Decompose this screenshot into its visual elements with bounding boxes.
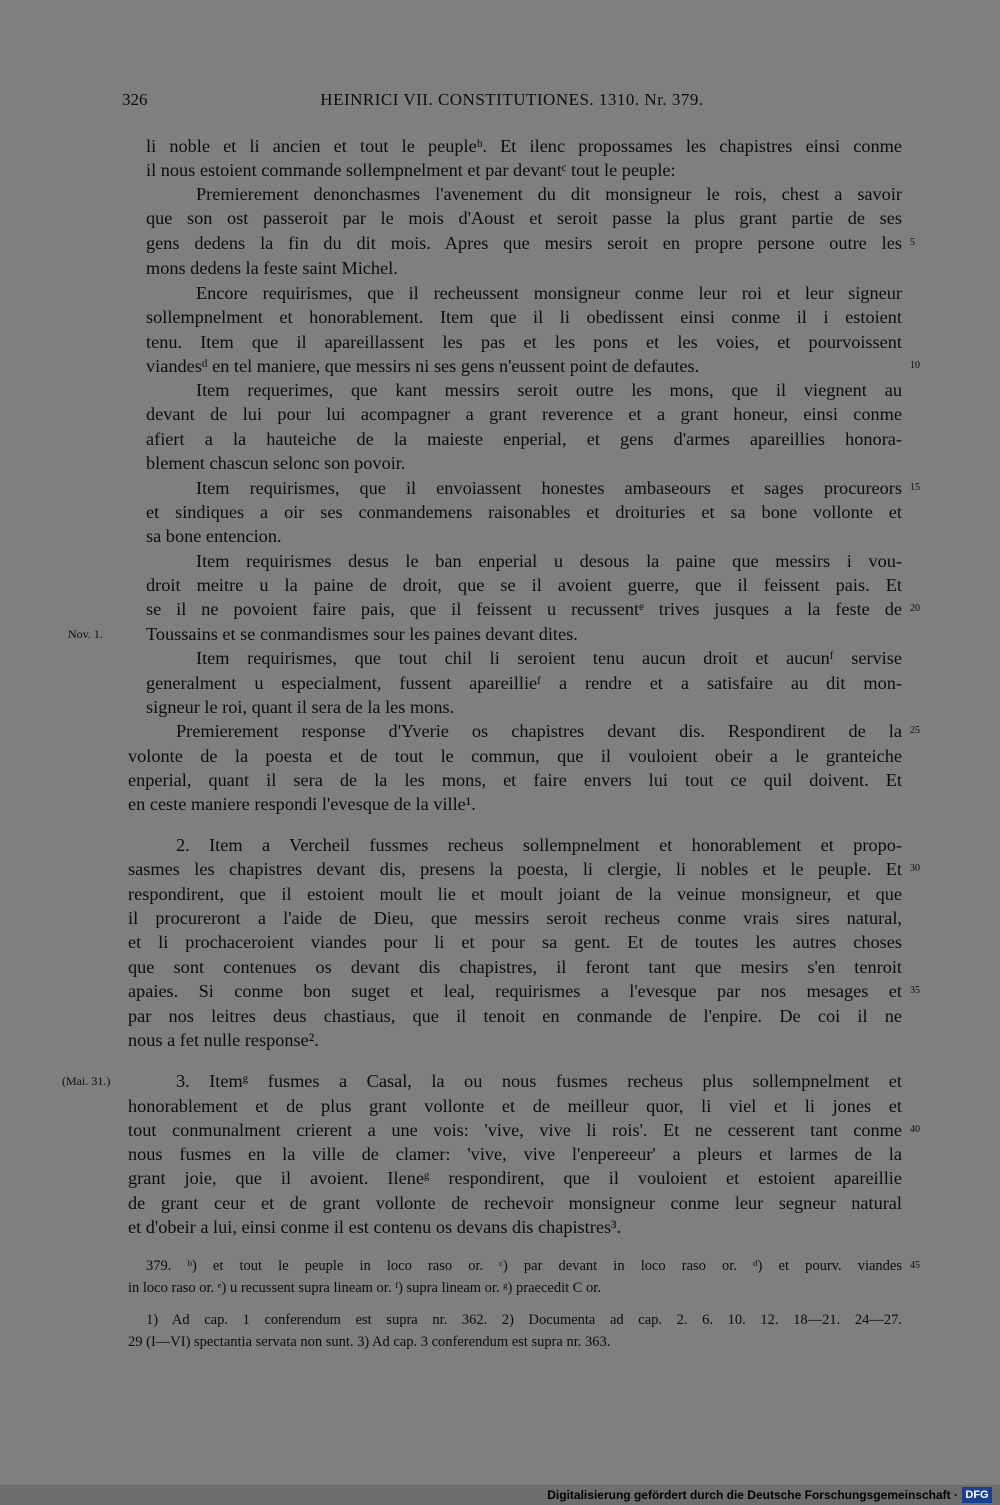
text-line: en ceste maniere respondi l'evesque de la ville¹.	[128, 794, 476, 814]
margin-date-note: (Mai. 31.)	[62, 1074, 111, 1088]
running-title: HEINRICI VII. CONSTITUTIONES. 1310. Nr. 379.	[320, 90, 704, 109]
apparatus-line: 379. ᵇ) et tout le peuple in loco raso or. ᶜ) par devant in loco raso or. ᵈ) et pourv. viandes	[146, 1258, 902, 1274]
text-line: il procureront a l'aide de Dieu, que messirs seroit recheus conme vrais sires natural,	[128, 908, 902, 928]
line-number: 30	[910, 863, 920, 874]
text-line: et sindiques a oir ses conmandemens raisonables et droituries et sa bone vollonte et	[146, 502, 902, 522]
text-line: Item requerimes, que kant messirs seroit outre les mons, que il viegnent au	[196, 380, 902, 400]
text-line: par nos leitres deus chastiaus, que il tenoit en conmande de l'enpire. De coi il ne	[128, 1006, 902, 1026]
text-line: tenu. Item que il apareillassent les pas et les pons et les voies, et pourvoissent	[146, 332, 902, 352]
text-line: apaies. Si conme bon suget et leal, requirismes a l'evesque par nos mesages et	[128, 981, 902, 1001]
text-line: blement chascun selonc son povoir.	[146, 453, 406, 473]
text-line: nous a fet nulle response².	[128, 1030, 319, 1050]
line-number: 45	[910, 1260, 920, 1271]
text-line: li noble et li ancien et tout le peupleᵇ. Et ilenc propossames les chapistres einsi conme	[146, 136, 902, 156]
text-line: nous fusmes en la ville de clamer: 'vive, vive l'enpereeur' a pleurs et larmes de la	[128, 1144, 902, 1164]
text-line: respondirent, que il estoient moult lie et moult joiant de la veinue monsigneur, et que	[128, 884, 902, 904]
dfg-logo: DFG	[962, 1487, 992, 1503]
text-line: Item requirismes, que il envoiassent honestes ambaseours et sages procureors	[196, 478, 902, 498]
page-header	[122, 90, 902, 116]
line-number: 40	[910, 1124, 920, 1135]
text-line: gens dedens la fin du dit mois. Apres que mesirs seroit en propre persone outre les	[146, 233, 902, 253]
text-line: Premierement response d'Yverie os chapistres devant dis. Respondirent de la	[176, 721, 902, 741]
text-line: volonte de la poesta et de tout le commun, que il vouloient obeir a le granteiche	[128, 746, 902, 766]
text-line: Item requirismes, que tout chil li seroient tenu aucun droit et aucunᶠ servise	[196, 648, 902, 668]
text-line: et d'obeir a lui, einsi conme il est contenu os devans dis chapistres³.	[128, 1217, 622, 1237]
text-line: afiert a la hauteiche de la maieste enperial, et gens d'armes apareillies honora-	[146, 429, 902, 449]
footnote-line: 29 (I—VI) spectantia servata non sunt. 3) Ad cap. 3 conferendum est supra nr. 363.	[128, 1334, 611, 1350]
line-number: 15	[910, 482, 920, 493]
text-line: generalment u especialment, fussent apareillieᶠ a rendre et a satisfaire au dit mon-	[146, 673, 902, 693]
text-line: sa bone entencion.	[146, 526, 282, 546]
text-line: enperial, quant il sera de la les mons, et faire envers lui tout ce quil doivent. Et	[128, 770, 902, 790]
text-line: il nous estoient commande sollempnelment et par devantᶜ tout le peuple:	[146, 160, 676, 180]
page-number: 326	[122, 90, 148, 109]
text-line: que sont contenues os devant dis chapistres, il feront tant que mesirs s'en tenroit	[128, 957, 902, 977]
text-line: droit meitre u la paine de droit, que se il avoient guerre, que il feissent pais. Et	[146, 575, 902, 595]
text-line: Item requirismes desus le ban enperial u desous la paine que messirs i vou-	[196, 551, 902, 571]
text-line: sollempnelment et honorablement. Item que il li obedissent einsi conme il i estoient	[146, 307, 902, 327]
footnote-line: 1) Ad cap. 1 conferendum est supra nr. 362. 2) Documenta ad cap. 2. 6. 10. 12. 18—21. 24—27.	[146, 1312, 902, 1328]
text-line: Encore requirismes, que il recheussent monsigneur conme leur roi et leur signeur	[196, 283, 902, 303]
text-line: Toussains et se conmandismes sour les paines devant dites.	[146, 624, 578, 644]
text-line: se il ne povoient faire pais, que il feissent u recussentᵉ trives jusques a la feste de	[146, 599, 902, 619]
text-line: viandesᵈ en tel maniere, que messirs ni ses gens n'eussent point de defautes.	[146, 356, 700, 376]
text-line: de grant ceur et de grant vollonte de rechevoir monsigneur conme leur segneur natural	[128, 1193, 902, 1213]
funding-note: Digitalisierung gefördert durch die Deutsche Forschungsgemeinschaft ·	[547, 1488, 958, 1502]
apparatus-line: in loco raso or. ᵉ) u recussent supra lineam or. ᶠ) supra lineam or. ᵍ) praecedit C or.	[128, 1280, 601, 1296]
text-line: et li prochaceroient viandes pour li et pour sa gent. Et de toutes les autres choses	[128, 932, 902, 952]
line-number: 10	[910, 360, 920, 371]
text-line: sasmes les chapistres devant dis, presens la poesta, li clergie, li nobles et le peuple. Et	[128, 859, 902, 879]
text-line: Premierement denonchasmes l'avenement du dit monsigneur le rois, chest a savoir	[196, 184, 902, 204]
text-line: tout conmunalment crierent a une vois: 'vive, vive li rois'. Et ne cesserent tant conme	[128, 1120, 902, 1140]
line-number: 5	[910, 237, 915, 248]
text-line: devant de lui pour lui acompagner a grant reverence et a grant honeur, einsi conme	[146, 404, 902, 424]
text-line: honorablement et de plus grant vollonte et de meilleur quor, li viel et li jones et	[128, 1096, 902, 1116]
line-number: 35	[910, 985, 920, 996]
line-number: 20	[910, 603, 920, 614]
margin-date-note: Nov. 1.	[68, 627, 103, 641]
text-line: mons dedens la feste saint Michel.	[146, 258, 398, 278]
text-line: 2. Item a Vercheil fussmes recheus sollempnelment et honorablement et propo-	[176, 835, 902, 855]
text-line: signeur le roi, quant il sera de la les mons.	[146, 697, 455, 717]
text-line: grant joie, que il avoient. Ileneᵍ respondirent, que il vouloient et estoient apareillie	[128, 1168, 902, 1188]
text-line: 3. Itemᵍ fusmes a Casal, la ou nous fusmes recheus plus sollempnelment et	[176, 1071, 902, 1091]
line-number: 25	[910, 725, 920, 736]
text-line: que son ost passeroit par le mois d'Aoust et seroit passe la plus grant partie de ses	[146, 208, 902, 228]
